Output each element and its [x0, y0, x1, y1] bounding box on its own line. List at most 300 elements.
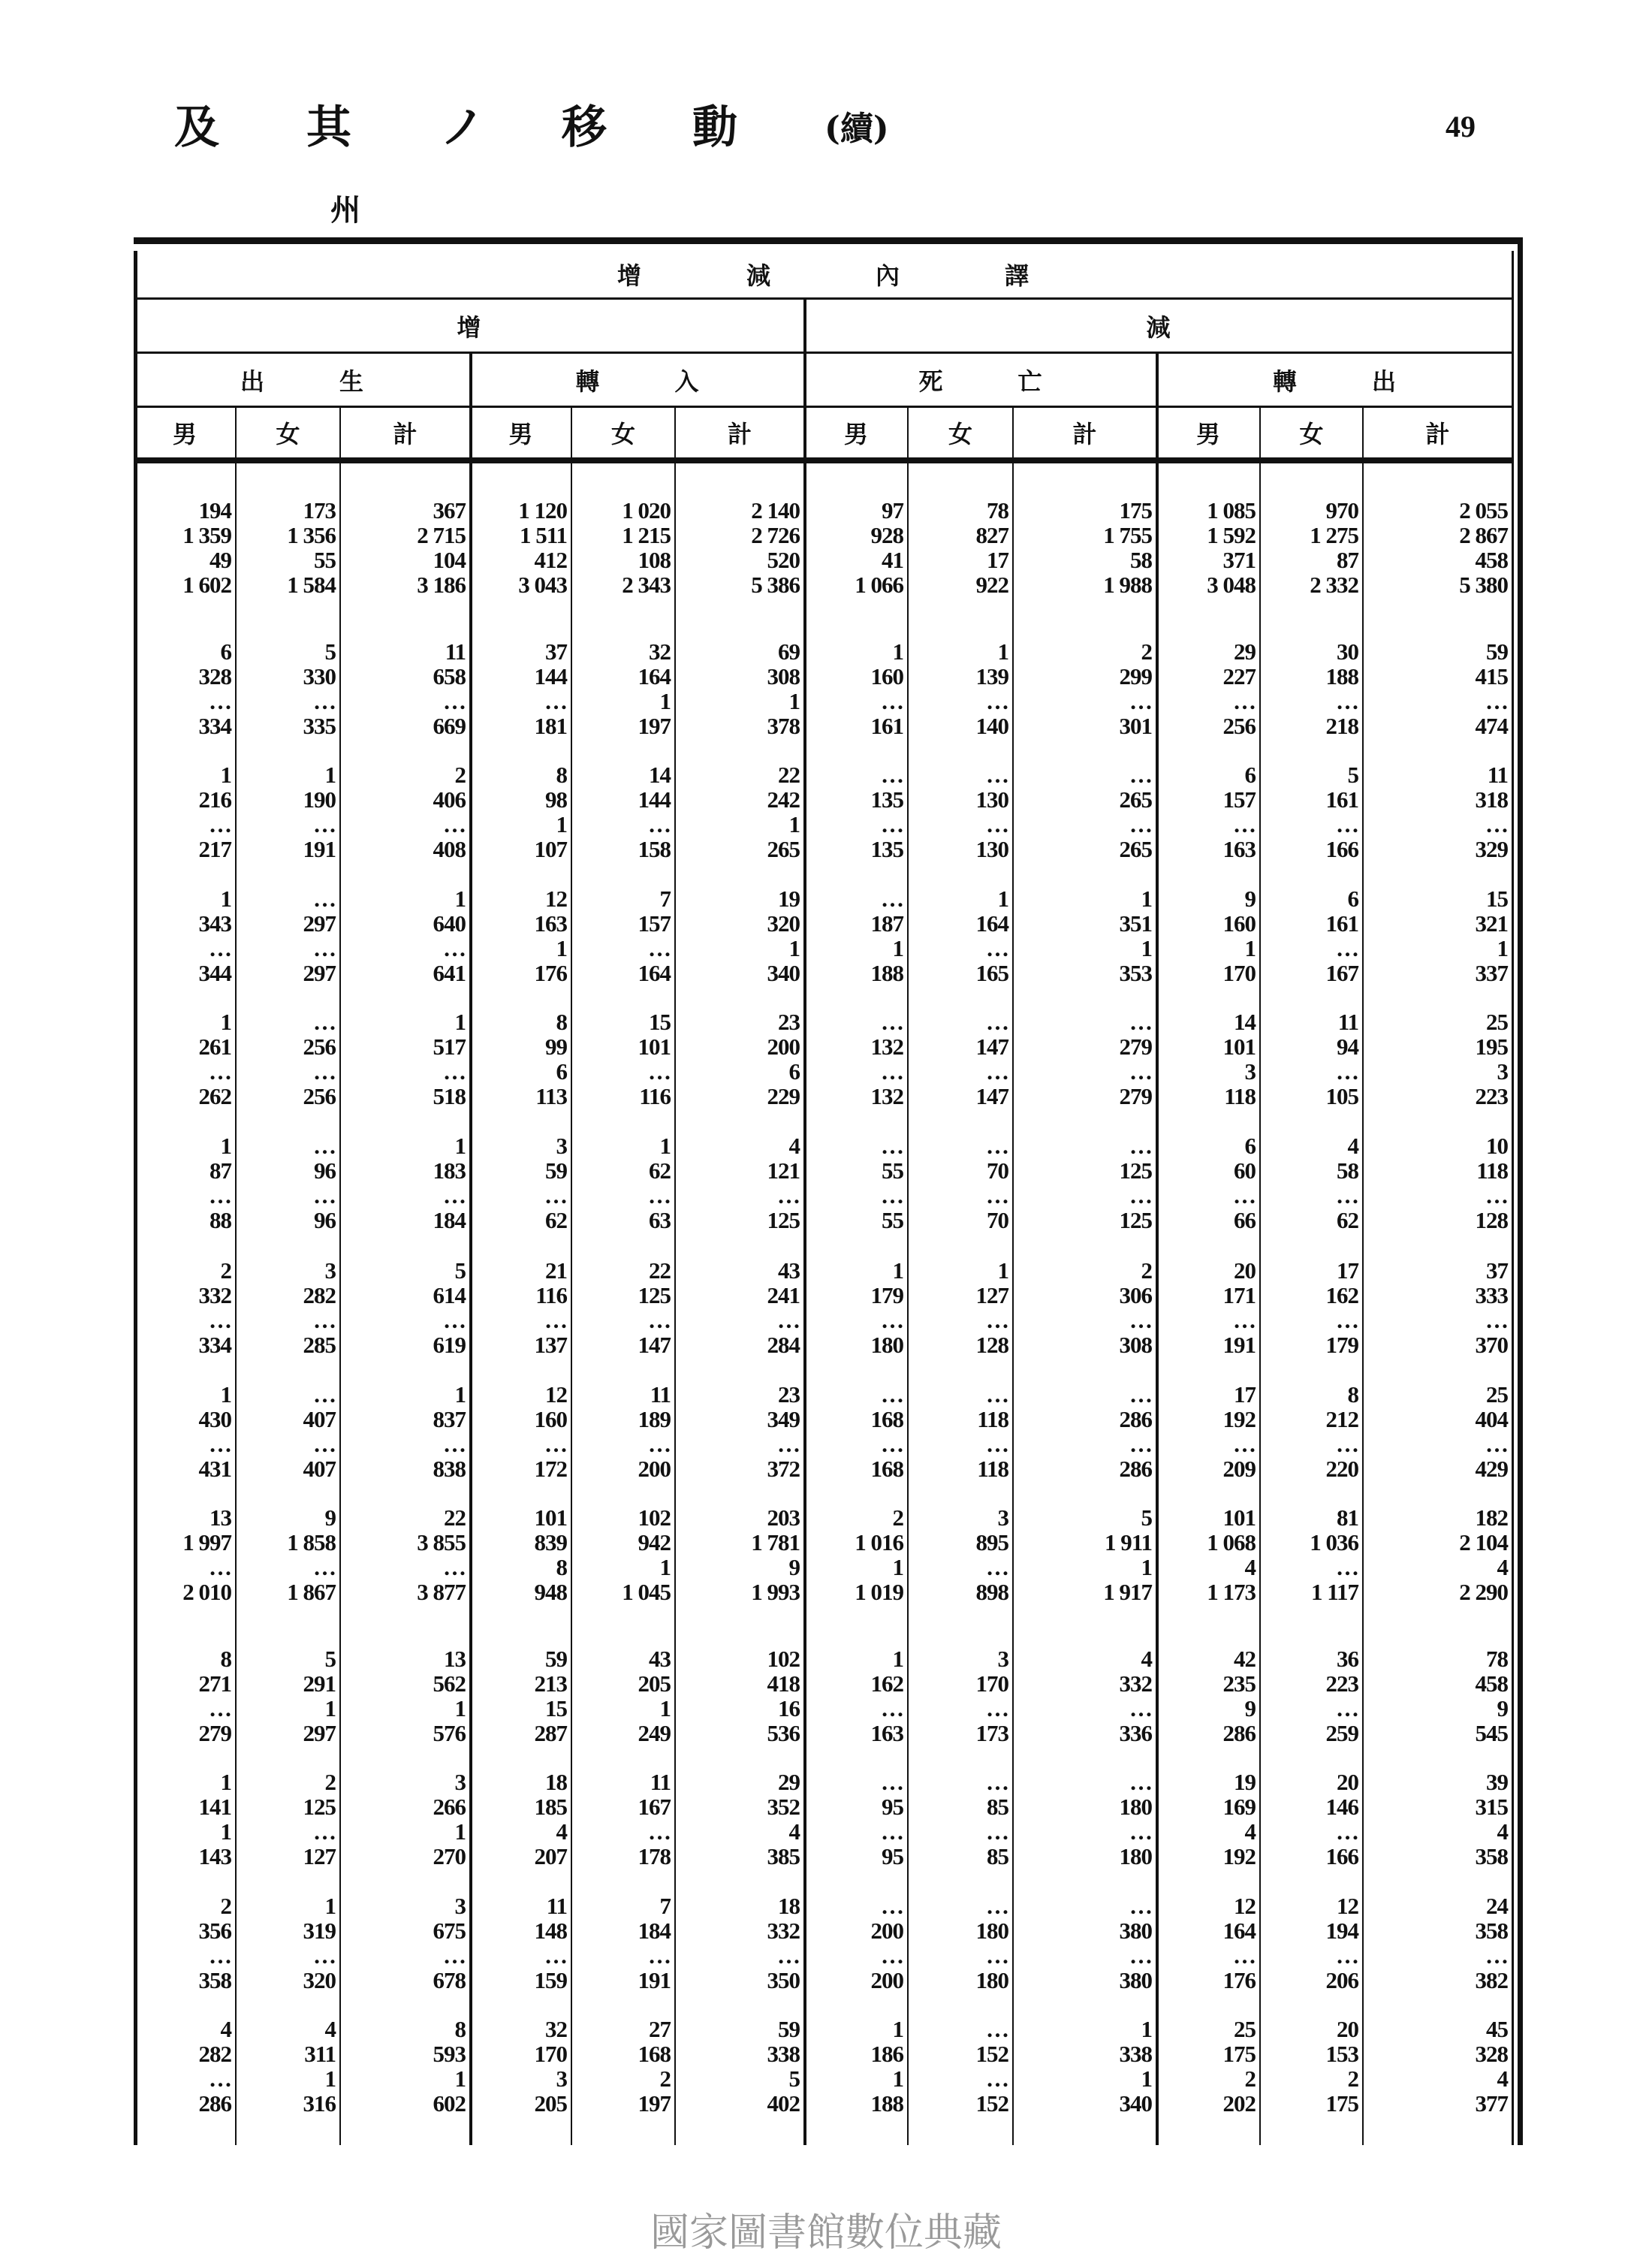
header-subcolumn: 計: [393, 420, 418, 448]
table-cell: …: [1129, 1818, 1152, 1845]
table-cell: 21: [545, 1257, 567, 1284]
table-cell: 162: [870, 1670, 903, 1697]
table-row-group: [134, 639, 1512, 738]
table-row: [134, 1332, 1512, 1357]
table-cell: 87: [1337, 547, 1358, 573]
table-cell: …: [313, 1942, 336, 1969]
table-cell: 78: [987, 497, 1008, 524]
table-cell: 1: [220, 1009, 231, 1035]
table-cell: 1 016: [855, 1529, 903, 1555]
table-cell: 116: [535, 1282, 567, 1308]
table-cell: 1: [892, 2065, 903, 2092]
table-cell: 1 085: [1207, 497, 1256, 524]
table-cell: 175: [1325, 2090, 1358, 2117]
table-cell: 185: [534, 1794, 567, 1820]
table-cell: 338: [767, 2041, 800, 2067]
table-row-group: [134, 2017, 1512, 2116]
table-cell: 9: [1244, 1695, 1256, 1721]
table-row: [134, 1794, 1512, 1819]
table-cell: 404: [1475, 1406, 1508, 1432]
table-cell: …: [1129, 1695, 1152, 1721]
table-cell: 163: [534, 910, 567, 937]
table-row-group: [134, 886, 1512, 985]
table-row: [134, 961, 1512, 985]
table-cell: 23: [778, 1381, 800, 1408]
table-row-group: [134, 1893, 1512, 1993]
table-cell: 14: [649, 762, 671, 788]
table-cell: 1: [324, 762, 336, 788]
table-cell: 1: [454, 2065, 466, 2092]
table-cell: 340: [1119, 2090, 1152, 2117]
table-cell: 1: [1244, 935, 1256, 961]
table-cell: 95: [882, 1843, 903, 1869]
table-cell: 1 215: [622, 522, 671, 548]
page-number: 49: [1446, 110, 1476, 143]
table-cell: 4: [324, 2016, 336, 2042]
table-cell: 164: [638, 663, 671, 689]
table-cell: 141: [198, 1794, 231, 1820]
table-cell: 2 140: [751, 497, 800, 524]
table-cell: 168: [638, 2041, 671, 2067]
table-row: [134, 1456, 1512, 1481]
table-cell: 60: [1234, 1157, 1256, 1184]
table-cell: 5 386: [751, 572, 800, 598]
table-cell: 407: [303, 1456, 336, 1482]
table-cell: 898: [975, 1579, 1008, 1605]
table-cell: 24: [1486, 1893, 1508, 1919]
table-cell: 333: [1475, 1282, 1508, 1308]
table-row: [134, 886, 1512, 911]
table-cell: 261: [198, 1033, 231, 1060]
table-row: [134, 1671, 1512, 1696]
table-cell: 332: [1119, 1670, 1152, 1697]
table-cell: 157: [1222, 786, 1256, 813]
table-cell: 2 010: [182, 1579, 231, 1605]
table-cell: 518: [433, 1083, 466, 1109]
table-cell: …: [881, 1182, 903, 1208]
table-cell: …: [209, 935, 231, 961]
table-cell: 3 877: [417, 1579, 466, 1605]
table-cell: 187: [870, 910, 903, 937]
table-cell: 602: [433, 2090, 466, 2117]
table-cell: 351: [1119, 910, 1152, 937]
table-cell: 4: [1244, 1554, 1256, 1580]
header-breakdown-label: 增減內譯: [616, 261, 1134, 290]
table-cell: …: [1336, 935, 1358, 961]
table-row: [134, 664, 1512, 689]
table-cell: 431: [198, 1456, 231, 1482]
table-cell: 316: [303, 2090, 336, 2117]
table-cell: 4: [1497, 1554, 1508, 1580]
table-cell: 619: [433, 1332, 466, 1358]
table-cell: 37: [1486, 1257, 1508, 1284]
table-cell: 1: [1141, 2016, 1152, 2042]
table-cell: 285: [303, 1332, 336, 1358]
table-cell: 173: [975, 1720, 1008, 1746]
table-cell: 321: [1475, 910, 1508, 937]
table-cell: 5 380: [1459, 572, 1508, 598]
table-cell: 270: [433, 1843, 466, 1869]
table-cell: 209: [1222, 1456, 1256, 1482]
table-cell: 66: [1234, 1207, 1256, 1233]
table-cell: 1: [997, 1257, 1008, 1284]
table-cell: 320: [303, 1967, 336, 1993]
table-cell: 170: [534, 2041, 567, 2067]
table-cell: 297: [303, 910, 336, 937]
table-cell: 12: [545, 1381, 567, 1408]
table-cell: …: [1129, 1431, 1152, 1457]
table-cell: 265: [1119, 786, 1152, 813]
table-cell: 87: [210, 1157, 231, 1184]
table-row: [134, 1009, 1512, 1034]
table-cell: 58: [1130, 547, 1152, 573]
table-row: [134, 689, 1512, 714]
table-cell: 180: [975, 1967, 1008, 1993]
table-cell: 55: [882, 1207, 903, 1233]
table-cell: …: [986, 762, 1008, 788]
table-cell: 163: [870, 1720, 903, 1746]
table-cell: 135: [870, 786, 903, 813]
table-cell: 8: [1347, 1381, 1358, 1408]
table-cell: 1: [1141, 2065, 1152, 2092]
table-cell: 2: [892, 1504, 903, 1531]
table-cell: …: [986, 1009, 1008, 1035]
table-cell: 229: [767, 1083, 800, 1109]
table-row: [134, 1580, 1512, 1604]
table-cell: 220: [1325, 1456, 1358, 1482]
table-cell: 37: [545, 638, 567, 665]
table-cell: 191: [638, 1967, 671, 1993]
table-cell: 27: [649, 2016, 671, 2042]
table-cell: 25: [1234, 2016, 1256, 2042]
table-cell: 1: [892, 2016, 903, 2042]
table-cell: 1: [454, 1009, 466, 1035]
table-cell: 6: [1244, 1133, 1256, 1159]
table-cell: …: [313, 1009, 336, 1035]
table-cell: 308: [1119, 1332, 1152, 1358]
table-cell: …: [986, 1182, 1008, 1208]
table-row: [134, 1382, 1512, 1407]
table-cell: 370: [1475, 1332, 1508, 1358]
table-cell: 7: [659, 886, 671, 912]
table-cell: …: [777, 1307, 800, 1333]
table-cell: 640: [433, 910, 466, 937]
table-cell: 158: [638, 836, 671, 862]
table-cell: 241: [767, 1282, 800, 1308]
table-cell: 2 343: [622, 572, 671, 598]
table-cell: 6: [788, 1058, 800, 1085]
table-row: [134, 1034, 1512, 1059]
table-cell: 130: [975, 836, 1008, 862]
table-cell: …: [1336, 811, 1358, 837]
table-cell: 128: [975, 1332, 1008, 1358]
table-cell: …: [1485, 1182, 1508, 1208]
table-cell: …: [986, 935, 1008, 961]
table-cell: 1: [659, 1133, 671, 1159]
table-cell: 13: [210, 1504, 231, 1531]
table-cell: 1: [1141, 935, 1152, 961]
table-cell: …: [1233, 1431, 1256, 1457]
table-cell: …: [443, 1058, 466, 1085]
table-cell: 42: [1234, 1646, 1256, 1672]
table-cell: …: [1129, 1381, 1152, 1408]
table-cell: 1: [454, 886, 466, 912]
table-cell: 18: [545, 1769, 567, 1795]
table-cell: 107: [534, 836, 567, 862]
table-cell: 5: [788, 2065, 800, 2092]
table-cell: 205: [534, 2090, 567, 2117]
table-cell: 163: [1222, 836, 1256, 862]
table-cell: 96: [314, 1207, 336, 1233]
table-cell: 1: [454, 1818, 466, 1845]
table-cell: 3: [997, 1646, 1008, 1672]
table-cell: …: [1485, 1307, 1508, 1333]
table-cell: 4: [556, 1818, 567, 1845]
table-cell: 319: [303, 1918, 336, 1944]
table-cell: 195: [1475, 1033, 1508, 1060]
table-row: [134, 911, 1512, 936]
table-cell: …: [1129, 1942, 1152, 1969]
table-cell: …: [986, 688, 1008, 714]
table-cell: 4: [220, 2016, 231, 2042]
table-cell: …: [443, 1431, 466, 1457]
table-cell: 22: [778, 762, 800, 788]
table-cell: 358: [198, 1967, 231, 1993]
table-cell: 166: [1325, 836, 1358, 862]
column-rule: [1156, 354, 1159, 2145]
table-cell: 265: [767, 836, 800, 862]
table-cell: 353: [1119, 960, 1152, 986]
table-cell: 4: [788, 1818, 800, 1845]
table-cell: 25: [1486, 1381, 1508, 1408]
table-cell: 3: [454, 1769, 466, 1795]
table-cell: 249: [638, 1720, 671, 1746]
table-cell: 265: [1119, 836, 1152, 862]
table-cell: …: [986, 1942, 1008, 1969]
table-cell: …: [209, 1942, 231, 1969]
table-cell: 8: [556, 762, 567, 788]
table-cell: 59: [778, 2016, 800, 2042]
table-cell: 17: [987, 547, 1008, 573]
table-row: [134, 639, 1512, 664]
table-cell: …: [881, 1381, 903, 1408]
table-cell: 197: [638, 2090, 671, 2117]
table-cell: 101: [1222, 1033, 1256, 1060]
table-cell: 59: [545, 1157, 567, 1184]
table-cell: 19: [1234, 1769, 1256, 1795]
table-cell: 20: [1337, 2016, 1358, 2042]
table-cell: 30: [1337, 638, 1358, 665]
table-row: [134, 1968, 1512, 1993]
table-cell: …: [1129, 1307, 1152, 1333]
table-cell: 8: [556, 1554, 567, 1580]
table-cell: 4: [1141, 1646, 1152, 1672]
table-cell: 202: [1222, 2090, 1256, 2117]
table-cell: 118: [1476, 1157, 1508, 1184]
table-cell: …: [648, 1307, 671, 1333]
table-cell: 1 066: [855, 572, 903, 598]
table-cell: 641: [433, 960, 466, 986]
table-cell: 161: [870, 713, 903, 739]
table-cell: 183: [433, 1157, 466, 1184]
table-cell: 5: [324, 1646, 336, 1672]
table-cell: 1: [220, 762, 231, 788]
table-cell: 1: [892, 935, 903, 961]
table-cell: 1: [659, 1695, 671, 1721]
table-row: [134, 1530, 1512, 1555]
table-cell: 332: [198, 1282, 231, 1308]
table-cell: 200: [767, 1033, 800, 1060]
table-cell: 1: [892, 1257, 903, 1284]
table-cell: …: [986, 2016, 1008, 2042]
table-cell: 308: [767, 663, 800, 689]
table-cell: 7: [659, 1893, 671, 1919]
table-cell: 203: [767, 1504, 800, 1531]
table-cell: …: [648, 935, 671, 961]
table-cell: 474: [1475, 713, 1508, 739]
table-cell: …: [1233, 1307, 1256, 1333]
table-row: [134, 1918, 1512, 1943]
table-row: [134, 1555, 1512, 1580]
table-cell: …: [986, 1893, 1008, 1919]
table-cell: …: [1129, 1058, 1152, 1085]
table-cell: 11: [445, 638, 466, 665]
table-cell: 242: [767, 786, 800, 813]
table-cell: 213: [534, 1670, 567, 1697]
table-cell: 70: [987, 1207, 1008, 1233]
table-cell: …: [986, 1381, 1008, 1408]
table-cell: 105: [1325, 1083, 1358, 1109]
table-cell: 23: [778, 1009, 800, 1035]
table-cell: 1: [1141, 1554, 1152, 1580]
table-cell: 1: [997, 886, 1008, 912]
table-cell: …: [544, 688, 567, 714]
table-cell: …: [777, 1182, 800, 1208]
table-cell: …: [648, 1942, 671, 1969]
table-cell: 164: [975, 910, 1008, 937]
header-subcolumn: 女: [276, 420, 300, 448]
table-row: [134, 523, 1512, 548]
prefecture-label: 州: [330, 192, 360, 228]
table-cell: 78: [1486, 1646, 1508, 1672]
table-cell: …: [881, 1431, 903, 1457]
table-cell: …: [209, 811, 231, 837]
table-cell: 85: [987, 1843, 1008, 1869]
table-row-group: [134, 1646, 1512, 1746]
table-cell: 9: [1244, 886, 1256, 912]
table-row: [134, 812, 1512, 837]
table-row: [134, 2017, 1512, 2041]
title-char: 其: [306, 101, 351, 154]
table-cell: 380: [1119, 1918, 1152, 1944]
table-cell: 118: [977, 1456, 1008, 1482]
table-cell: …: [1485, 688, 1508, 714]
table-cell: 59: [1486, 638, 1508, 665]
table-cell: 328: [1475, 2041, 1508, 2067]
table-cell: 1 911: [1104, 1529, 1152, 1555]
table-cell: 378: [767, 713, 800, 739]
table-cell: 197: [638, 713, 671, 739]
table-cell: 63: [649, 1207, 671, 1233]
table-cell: 32: [545, 2016, 567, 2042]
table-cell: …: [1233, 688, 1256, 714]
table-cell: 352: [767, 1794, 800, 1820]
table-cell: 2: [659, 2065, 671, 2092]
table-cell: 130: [975, 786, 1008, 813]
table-cell: 166: [1325, 1843, 1358, 1869]
table-cell: 678: [433, 1967, 466, 1993]
table-cell: 430: [198, 1406, 231, 1432]
table-cell: …: [881, 1695, 903, 1721]
table-cell: 328: [198, 663, 231, 689]
table-cell: 175: [1222, 2041, 1256, 2067]
table-cell: 1 359: [182, 522, 231, 548]
table-cell: 330: [303, 663, 336, 689]
table-cell: 334: [198, 1332, 231, 1358]
table-cell: 125: [1119, 1207, 1152, 1233]
table-cell: …: [1485, 811, 1508, 837]
table-cell: 189: [638, 1406, 671, 1432]
table-cell: …: [209, 1058, 231, 1085]
table-cell: 159: [534, 1967, 567, 1993]
table-row: [134, 1432, 1512, 1456]
table-cell: 15: [1486, 886, 1508, 912]
table-cell: 2: [220, 1893, 231, 1919]
table-cell: 1 592: [1207, 522, 1256, 548]
table-cell: 1: [556, 811, 567, 837]
header-subcolumn: 男: [508, 420, 533, 448]
table-cell: 143: [198, 1843, 231, 1869]
table-cell: 200: [870, 1918, 903, 1944]
table-cell: 22: [649, 1257, 671, 1284]
table-cell: 17: [1234, 1381, 1256, 1408]
table-cell: 520: [767, 547, 800, 573]
table-cell: 188: [870, 960, 903, 986]
table-cell: …: [1233, 811, 1256, 837]
table-cell: 2 715: [417, 522, 466, 548]
table-cell: 928: [870, 522, 903, 548]
table-cell: 18: [778, 1893, 800, 1919]
table-cell: 3: [454, 1893, 466, 1919]
table-cell: 1: [324, 2065, 336, 2092]
table-row: [134, 1819, 1512, 1844]
table-cell: 338: [1119, 2041, 1152, 2067]
table-cell: 125: [638, 1282, 671, 1308]
table-row: [134, 714, 1512, 738]
table-cell: 192: [1222, 1406, 1256, 1432]
table-cell: 3 186: [417, 572, 466, 598]
table-cell: …: [209, 1431, 231, 1457]
table-cell: 837: [433, 1406, 466, 1432]
table-cell: …: [986, 1769, 1008, 1795]
table-cell: 262: [198, 1083, 231, 1109]
table-cell: 147: [638, 1332, 671, 1358]
table-cell: 168: [870, 1456, 903, 1482]
table-cell: 1: [220, 1769, 231, 1795]
table-cell: 3 048: [1207, 572, 1256, 598]
table-cell: …: [443, 1182, 466, 1208]
table-cell: 118: [977, 1406, 1008, 1432]
table-cell: 22: [444, 1504, 466, 1531]
table-cell: 1 120: [518, 497, 567, 524]
table-cell: 168: [870, 1406, 903, 1432]
header-category: 轉出: [1272, 367, 1471, 396]
table-row: [134, 572, 1512, 597]
table-cell: 5: [324, 638, 336, 665]
table-cell: …: [544, 1942, 567, 1969]
table-cell: 128: [1475, 1207, 1508, 1233]
table-cell: 282: [303, 1282, 336, 1308]
